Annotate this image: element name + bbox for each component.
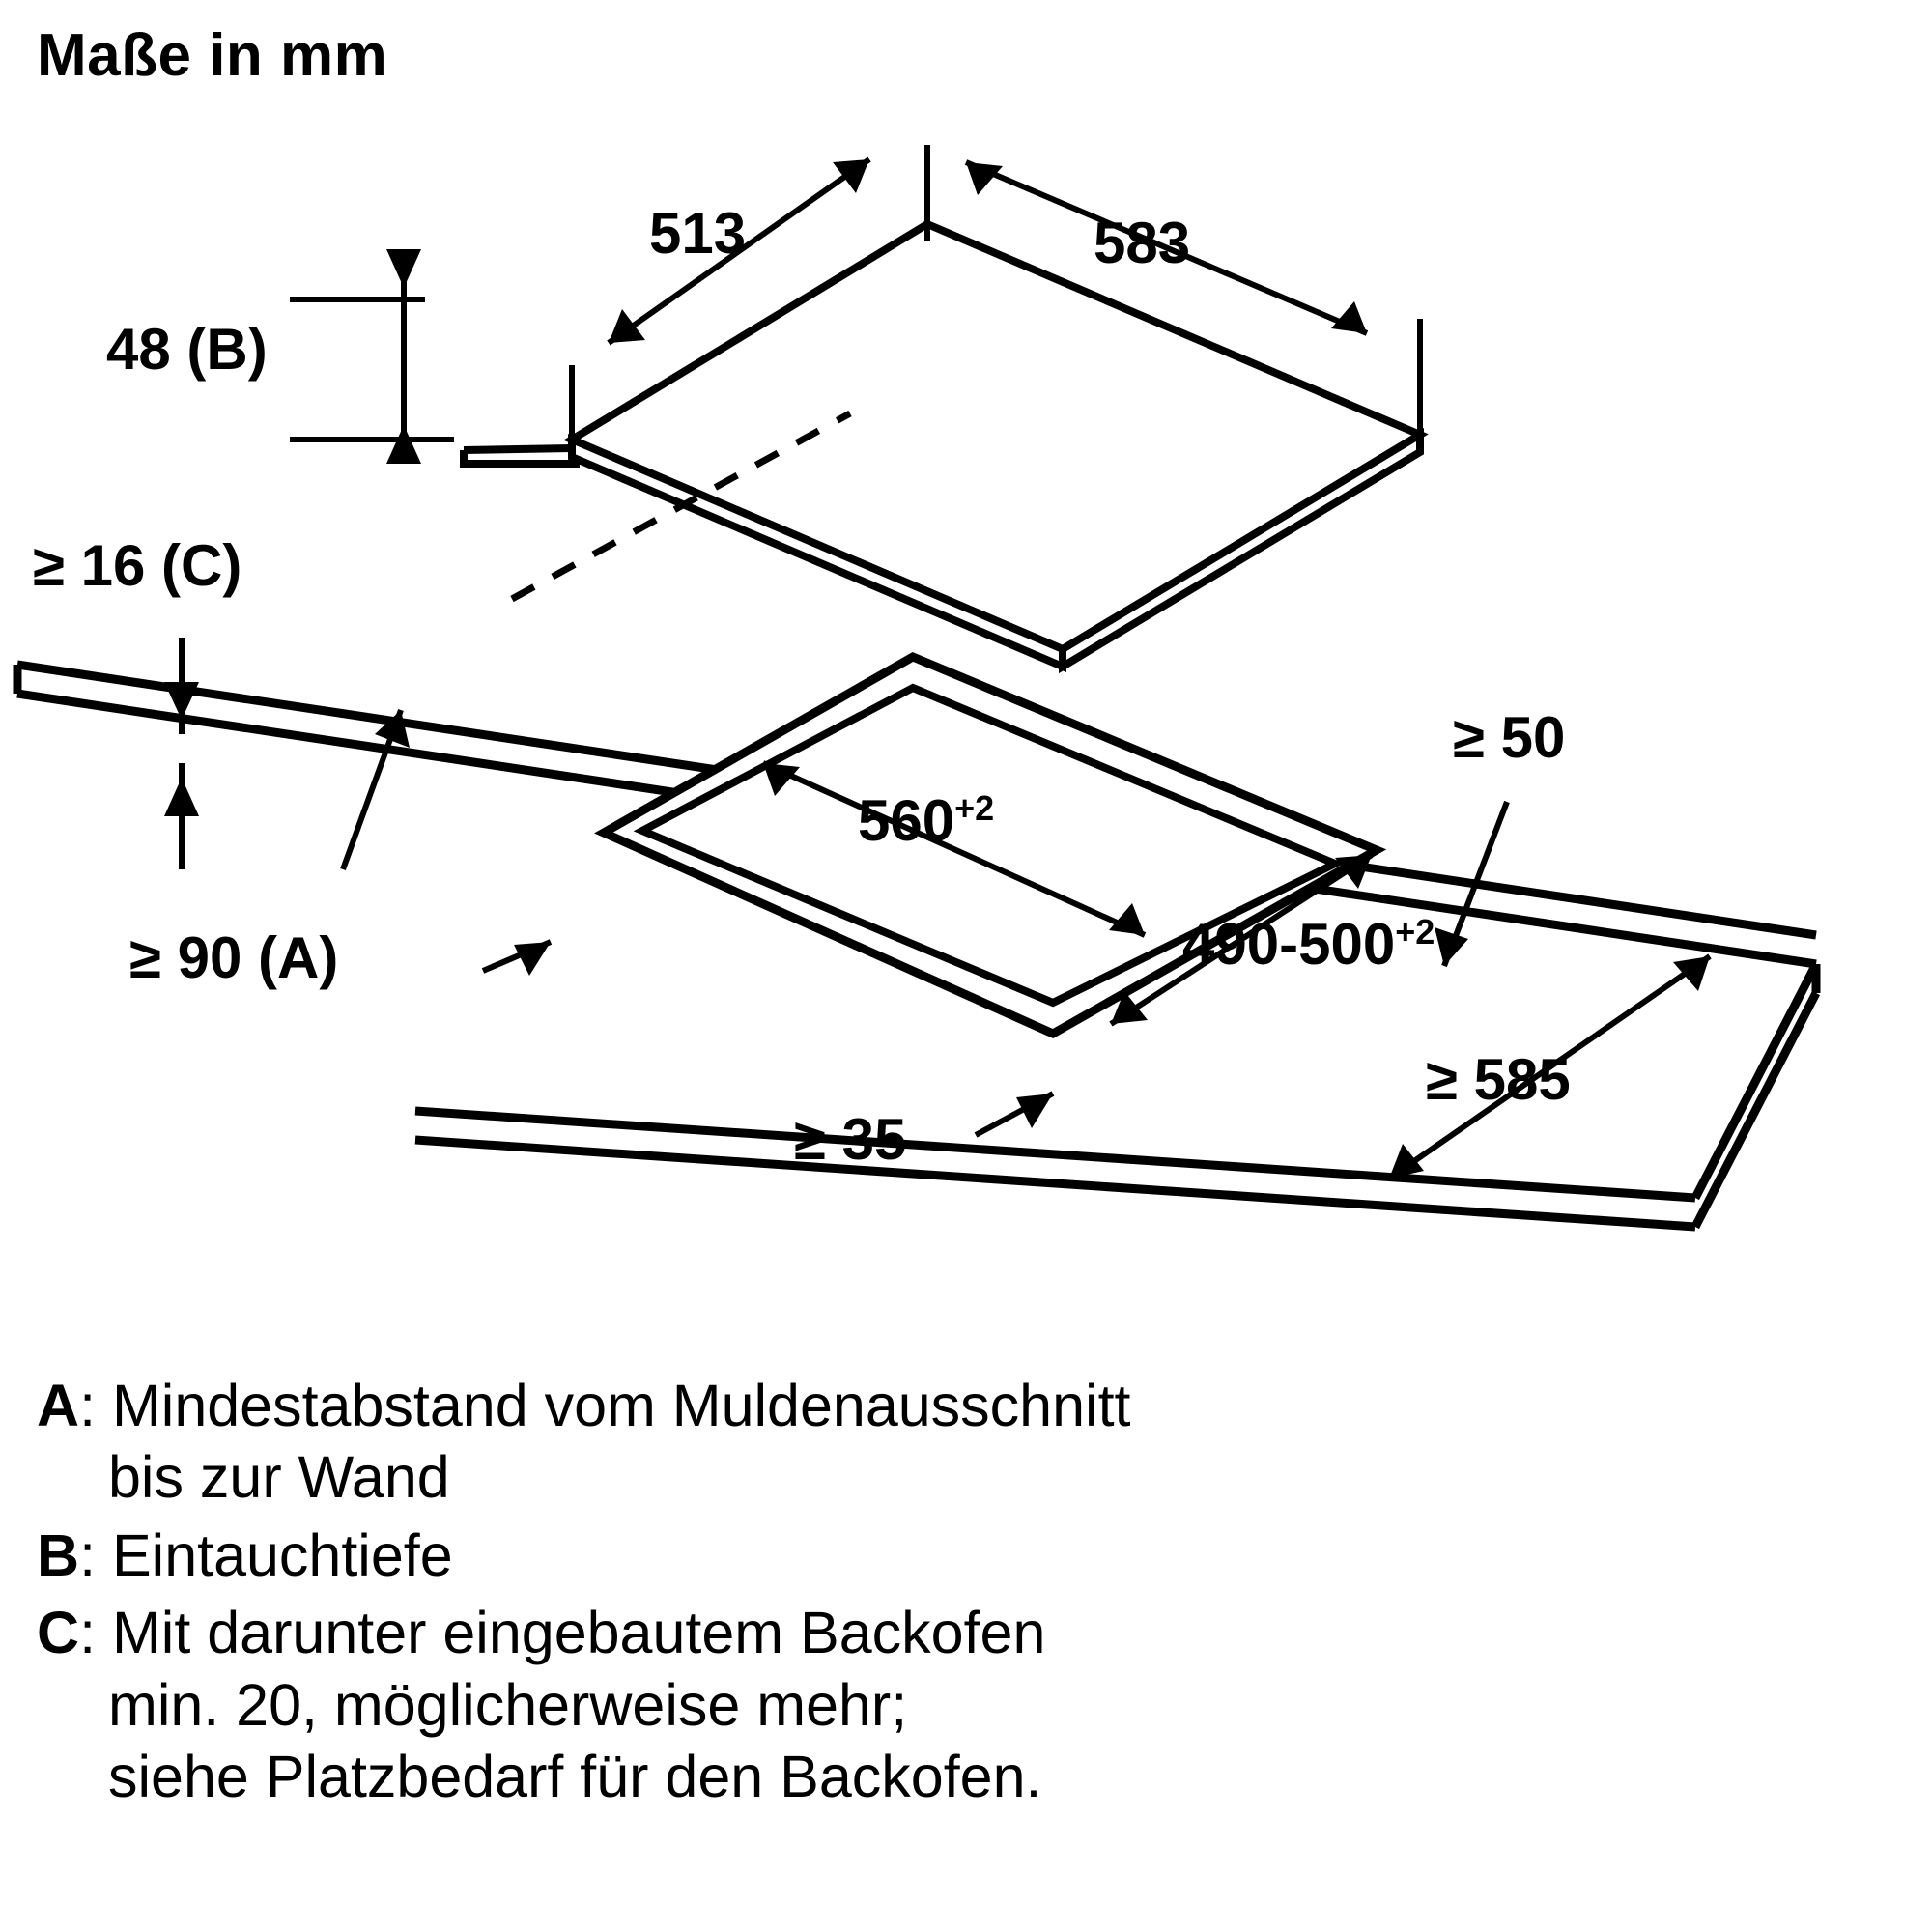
dim-label-490-500-value: 490-500 <box>1182 912 1396 977</box>
arrow-585-a <box>1673 956 1710 991</box>
page-title: Maße in mm <box>37 22 388 89</box>
legend-key-b: B <box>37 1521 80 1588</box>
dim-label-513: 513 <box>649 201 747 266</box>
legend-item-c <box>37 1597 1853 1812</box>
dim-label-585: ≥ 585 <box>1426 1047 1571 1112</box>
cooktop-glass-surface <box>572 224 1420 649</box>
legend-key-a: A <box>37 1373 80 1438</box>
arrow-16-up <box>164 778 199 816</box>
legend-item-b <box>37 1520 1853 1591</box>
dim-label-490-500 <box>1182 912 1435 977</box>
legend-text-a: Mindestabstand vom Muldenausschnitt <box>111 1373 1131 1438</box>
legend-text-c: Mit darunter eingebautem Backofen <box>111 1600 1046 1666</box>
legend-separator-b: : <box>79 1521 97 1588</box>
legend-text-a-cont: bis zur Wand <box>108 1444 450 1511</box>
legend-key-c: C <box>37 1600 80 1666</box>
arrow-90-b <box>514 942 551 976</box>
worktop-right-edge <box>1695 964 1816 1198</box>
legend-separator-c: : <box>79 1600 97 1666</box>
legend-text-c-cont: min. 20, möglicherweise mehr; <box>108 1671 908 1738</box>
dim-label-583: 583 <box>1094 211 1191 275</box>
dim-label-50: ≥ 50 <box>1453 705 1566 770</box>
arrow-513-b <box>609 309 645 343</box>
arrow-513-a <box>833 159 869 193</box>
legend-text-c-cont2: siehe Platzbedarf für den Backofen. <box>108 1744 1042 1810</box>
dim-label-90-a: ≥ 90 (A) <box>129 925 339 990</box>
dim-label-560-value: 560 <box>858 788 955 853</box>
dim-label-48-b: 48 (B) <box>106 317 268 382</box>
dim-label-35: ≥ 35 <box>794 1107 907 1172</box>
dim-label-560 <box>858 788 995 853</box>
arrow-50 <box>1435 927 1468 966</box>
dim-label-560-tolerance: +2 <box>954 788 995 828</box>
legend-separator-a: : <box>79 1373 97 1438</box>
dim-label-16-c: ≥ 16 (C) <box>33 533 242 598</box>
arrow-48-down <box>386 425 421 464</box>
legend-text-b: Eintauchtiefe <box>111 1521 453 1588</box>
arrow-48-up <box>386 249 421 288</box>
worktop-right-edge-thickness <box>1695 993 1816 1227</box>
cooktop-flange-line <box>464 448 572 450</box>
dim-label-490-500-tolerance: +2 <box>1395 912 1435 952</box>
legend <box>37 1370 1853 1818</box>
legend-item-a <box>37 1370 1853 1514</box>
